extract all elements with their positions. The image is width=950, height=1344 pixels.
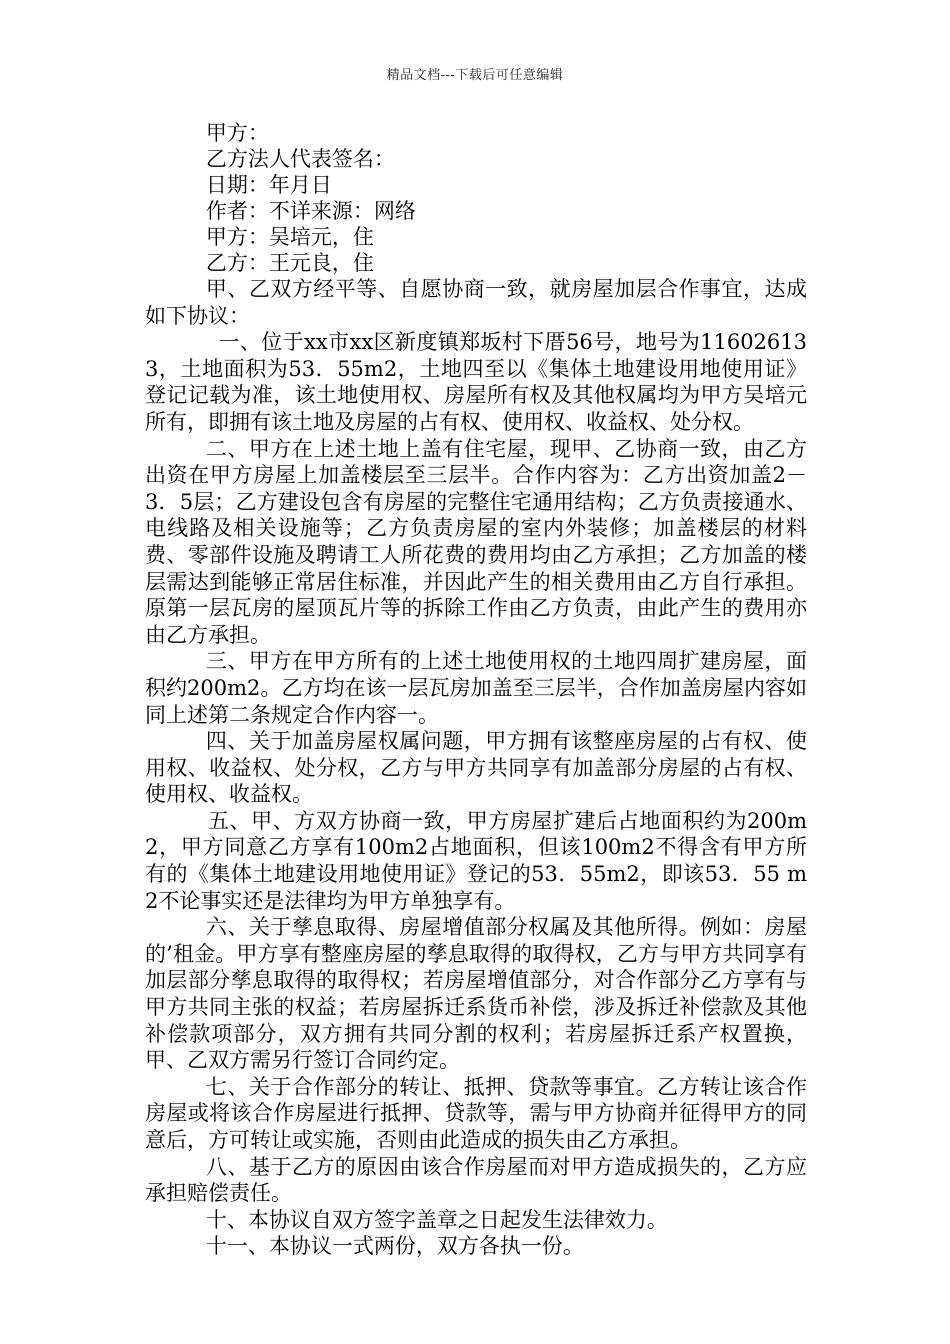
clause-3: 三、甲方在甲方所有的上述土地使用权的土地四周扩建房屋，面积约200m2。乙方均在该一层瓦房加盖至三层半，合作加盖房屋内容如同上述第二条规定合作内容一。 (145, 649, 807, 727)
clause-1: 一、位于xx市xx区新度镇郑坂村下厝56号，地号为116026133，土地面积为53．55m2，土地四至以《集体土地建设用地使用证》登记记载为准，该土地使用权、房屋所有权及其他权属均为甲方吴培元所有，即拥有该土地及房屋的占有权、使用权、收益权、处分权。 (145, 330, 807, 434)
clause-8: 八、基于乙方的原因由该合作房屋而对甲方造成损失的，乙方应承担赔偿责任。 (145, 1154, 807, 1206)
clause-10: 十、本协议自双方签字盖章之日起发生法律效力。 (205, 1207, 668, 1232)
intro-paragraph: 甲、乙双方经平等、自愿协商一致，就房屋加层合作事宜，达成如下协议： (145, 277, 807, 328)
clause-6: 六、关于孳息取得、房屋增值部分权属及其他所得。例如：房屋的’租金。甲方享有整座房屋的孳息取得的取得权，乙方与甲方共同享有加层部分孳息取得的取得权；若房屋增值部分，对合作部分乙方享有与甲方共同主张的权益；若房屋拆迁系货币补偿，涉及拆迁补偿款及其他补偿款项部分，双方拥有共同分割的权利；若房屋拆迁系产权置换，甲、乙双方需另行签订合同约定。 (145, 915, 807, 1073)
clause-11: 十一、本协议一式两份，双方各执一份。 (205, 1234, 584, 1259)
author-source-line: 作者：不详来源：网络 (205, 199, 416, 223)
clause-7: 七、关于合作部分的转让、抵押、贷款等事宜。乙方转让该合作房屋或将该合作房屋进行抵押、贷款等，需与甲方协商并征得甲方的同意后，方可转让或实施，否则由此造成的损失由乙方承担。 (145, 1074, 807, 1152)
clause-5: 五、甲、方双方协商一致，甲方房屋扩建后占地面积约为200m2，甲方同意乙方享有100m2占地面积，但该100m2不得含有甲方所有的《集体土地建设用地使用证》登记的53．55m2，即该53．55 m2不论事实还是法律均为甲方单独享有。 (145, 808, 807, 913)
party-b-name: 乙方：王元良，住 (205, 251, 374, 275)
document-body (145, 120, 807, 1260)
clause-2: 二、甲方在上述土地上盖有住宅屋，现甲、乙协商一致，由乙方出资在甲方房屋上加盖楼层至三层半。合作内容为：乙方出资加盖2－3．5层；乙方建设包含有房屋的完整住宅通用结构；乙方负责接通水、电线路及相关设施等；乙方负责房屋的室内外装修；加盖楼层的材料费、零部件设施及聘请工人所花费的费用均由乙方承担；乙方加盖的楼层需达到能够正常居住标准，并因此产生的相关费用由乙方自行承担。原第一层瓦房的屋顶瓦片等的拆除工作由乙方负责，由此产生的费用亦由乙方承担。 (145, 436, 807, 647)
clause-4: 四、关于加盖房屋权属问题，甲方拥有该整座房屋的占有权、使用权、收益权、处分权，乙方与甲方共同享有加盖部分房屋的占有权、使用权、收益权。 (145, 729, 807, 807)
party-b-representative-signature: 乙方法人代表签名： (205, 147, 395, 171)
date-line: 日期：年月日 (205, 173, 332, 197)
party-a-label: 甲方： (205, 121, 269, 145)
page-header: 精品文档---下载后可任意编辑 (386, 68, 564, 83)
party-a-name: 甲方：吴培元，住 (205, 225, 374, 249)
